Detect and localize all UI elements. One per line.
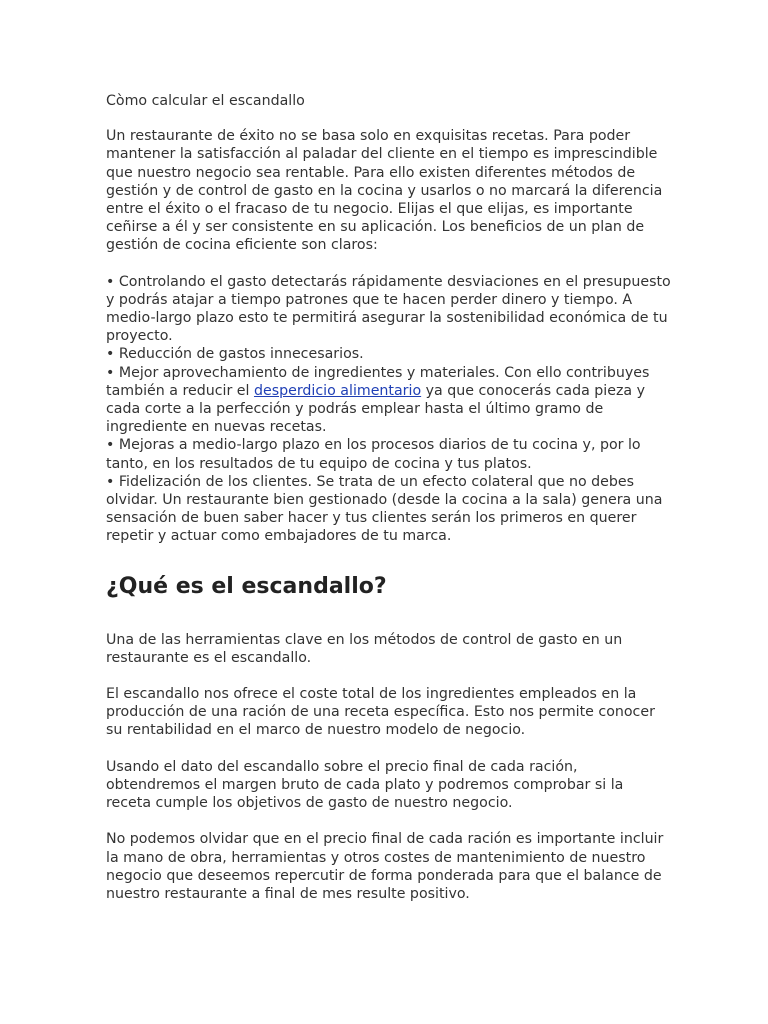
paragraph-precio-final: No podemos olvidar que en el precio final de cada ración es importante incluir la mano de obra, herramientas y otros costes de mantenimiento de nuestro negocio que deseemos repercutir de forma ponderada para que el balance de nuestro restaurante a final de mes resulte positivo. <box>106 831 664 902</box>
bullet-text-before-link: • Mejor aprovechamiento de ingredientes y materiales. Con ello contribuyes también a reducir el <box>106 364 650 399</box>
bullet-item-reduccion-gastos: • Reducción de gastos innecesarios. <box>106 346 364 363</box>
bullet-text-after-link: ya que conocerás cada pieza y cada corte a la perfección y podrás emplear hasta el último gramo de ingrediente en nuevas recetas. <box>106 382 646 436</box>
document-title: Còmo calcular el escandallo <box>106 93 305 109</box>
document-body <box>106 92 672 903</box>
paragraph-herramientas: Una de las herramientas clave en los métodos de control de gasto en un restaurante es el escandallo. <box>106 631 623 666</box>
intro-paragraph: Un restaurante de éxito no se basa solo en exquisitas recetas. Para poder mantener la satisfacción al paladar del cliente en el tiempo es imprescindible que nuestro negocio sea rentable. Para ello existen diferentes métodos de gestión y de control de gasto en la cocina y usarlos o no marcará la diferencia entre el éxito o el fracaso de tu negocio. Elijas el que elijas, es importante ceñirse a él y ser consistente en su aplicación. Los beneficios de un plan de gestión de cocina eficiente son claros: <box>106 128 663 254</box>
paragraph-margen-bruto: Usando el dato del escandallo sobre el precio final de cada ración, obtendremos el margen bruto de cada plato y podremos comprobar si la receta cumple los objetivos de gasto de nuestro negocio. <box>106 758 624 812</box>
bullet-item-control-gasto: • Controlando el gasto detectarás rápidamente desviaciones en el presupuesto y podrás atajar a tiempo patrones que te hacen perder dinero y tiempo. A medio-largo plazo esto te permitirá asegurar la sostenibilidad económica de tu proyecto. <box>106 273 671 345</box>
paragraph-coste-total: El escandallo nos ofrece el coste total de los ingredientes empleados en la producción de una ración de una receta específica. Esto nos permite conocer su rentabilidad en el marco de nuestro modelo de negocio. <box>106 686 655 739</box>
bullet-item-mejoras: • Mejoras a medio-largo plazo en los procesos diarios de tu cocina y, por lo tanto, en los resultados de tu equipo de cocina y tus platos. <box>106 437 641 472</box>
desperdicio-alimentario-link[interactable]: desperdicio alimentario <box>253 382 422 399</box>
section-heading: ¿Qué es el escandallo? <box>106 573 387 599</box>
bullet-item-aprovechamiento <box>106 364 672 437</box>
bullet-item-fidelizacion: • Fidelización de los clientes. Se trata de un efecto colateral que no debes olvidar. Un restaurante bien gestionado (desde la cocina a la sala) genera una sensación de buen saber hacer y tus clientes serán los primeros en querer repetir y actuar como embajadores de tu marca. <box>106 473 663 545</box>
